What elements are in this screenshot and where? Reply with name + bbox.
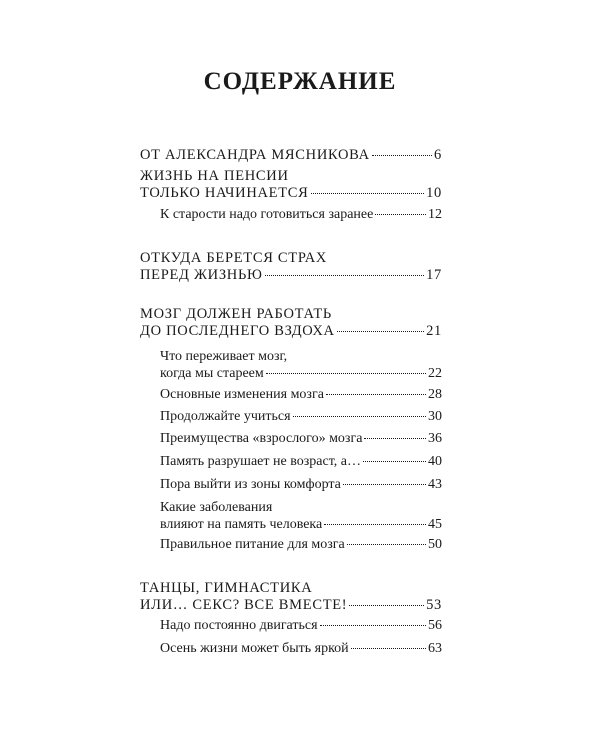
toc-subsection-prepare-for-old-age[interactable] [140, 207, 442, 224]
toc-line [140, 597, 442, 614]
toc-page-number: 12 [428, 207, 442, 222]
toc-subsection-brain-changes[interactable] [140, 387, 442, 404]
toc-line [160, 537, 442, 554]
toc-entry-title: Осень жизни может быть яркой [160, 641, 349, 656]
dot-leader [320, 625, 426, 626]
toc-line [160, 366, 442, 383]
toc-entry-title: ТОЛЬКО НАЧИНАЕТСЯ [140, 184, 309, 201]
toc-entry-title: когда мы стареем [160, 365, 264, 381]
dot-leader [324, 524, 426, 525]
dot-leader [266, 373, 426, 374]
toc-line [140, 250, 442, 267]
dot-leader [364, 438, 426, 439]
toc-chapter-from-author[interactable] [140, 147, 442, 164]
toc-entry-title: ДО ПОСЛЕДНЕГО ВЗДОХА [140, 322, 335, 339]
toc-entry-title: Память разрушает не возраст, а… [160, 454, 361, 469]
toc-subsection-memory-destroyed[interactable] [140, 454, 442, 471]
toc-page-number: 10 [426, 184, 442, 201]
toc-line [160, 454, 442, 471]
toc-chapter-life-on-pension[interactable] [140, 168, 442, 201]
toc-page-number: 28 [428, 387, 442, 402]
toc-line [140, 306, 442, 323]
toc-entry-title: Преимущества «взрослого» мозга [160, 431, 363, 446]
dot-leader [372, 155, 432, 156]
toc-chapter-fear-of-life[interactable] [140, 250, 442, 283]
toc-page-number: 21 [426, 322, 442, 339]
toc-line [140, 580, 442, 597]
toc-line [160, 387, 442, 404]
toc-entry-title: ПЕРЕД ЖИЗНЬЮ [140, 266, 263, 283]
toc-entry-title: Что переживает мозг, [160, 349, 288, 364]
toc-entry-title: Какие заболевания [160, 500, 273, 515]
toc-entry-title: Продолжайте учиться [160, 409, 291, 424]
toc-entry-title: влияют на память человека [160, 516, 323, 532]
toc-entry-title: ОТКУДА БЕРЕТСЯ СТРАХ [140, 250, 328, 266]
dot-leader [349, 605, 424, 606]
toc-page-number: 22 [428, 365, 442, 381]
toc-line [160, 431, 442, 448]
dot-leader [343, 484, 426, 485]
toc-page-number: 30 [428, 409, 442, 424]
toc-line [140, 323, 442, 340]
toc-entry-title: К старости надо готовиться заранее [160, 207, 374, 222]
toc-page-number: 53 [426, 596, 442, 613]
toc-entry-title: ЖИЗНЬ НА ПЕНСИИ [140, 168, 289, 184]
toc-entry-title: ИЛИ… СЕКС? ВСЕ ВМЕСТЕ! [140, 596, 348, 613]
toc-subsection-keep-learning[interactable] [140, 409, 442, 426]
dot-leader [337, 331, 424, 332]
dot-leader [351, 648, 426, 649]
toc-line [160, 641, 442, 658]
toc-page-number: 17 [426, 266, 442, 283]
toc-subsection-comfort-zone[interactable] [140, 477, 442, 494]
toc-page-number: 56 [428, 618, 442, 633]
dot-leader [311, 193, 425, 194]
toc-line [160, 409, 442, 426]
toc-page-number: 43 [428, 477, 442, 492]
dot-leader [347, 544, 426, 545]
toc-line [160, 618, 442, 635]
dot-leader [293, 416, 426, 417]
toc-subsection-brain-aging[interactable] [140, 349, 442, 382]
toc-entry-title: МОЗГ ДОЛЖЕН РАБОТАТЬ [140, 306, 332, 322]
toc-line [160, 349, 442, 366]
toc-line [160, 207, 442, 224]
toc-chapter-brain-must-work[interactable] [140, 306, 442, 339]
toc-page-number: 6 [434, 147, 442, 163]
toc-entry-title: Пора выйти из зоны комфорта [160, 477, 341, 492]
dot-leader [265, 275, 424, 276]
dot-leader [363, 461, 426, 462]
toc-line [140, 267, 442, 284]
toc-page-number: 40 [428, 454, 442, 469]
toc-line [140, 168, 442, 185]
page-title: СОДЕРЖАНИЕ [203, 68, 397, 95]
toc-entry-title: ОТ АЛЕКСАНДРА МЯСНИКОВА [140, 147, 370, 163]
toc-subsection-brain-nutrition[interactable] [140, 537, 442, 554]
toc-page-number: 63 [428, 641, 442, 656]
toc-entry-title: ТАНЦЫ, ГИМНАСТИКА [140, 580, 313, 596]
toc-entry-title: Основные изменения мозга [160, 387, 324, 402]
toc-line [140, 147, 442, 164]
toc-subsection-keep-moving[interactable] [140, 618, 442, 635]
toc-entry-title: Правильное питание для мозга [160, 537, 345, 552]
toc-line [160, 517, 442, 534]
toc-line [160, 477, 442, 494]
toc-page-number: 45 [428, 516, 442, 532]
toc-page-number: 50 [428, 537, 442, 552]
toc-subsection-bright-autumn[interactable] [140, 641, 442, 658]
toc-chapter-dance-gymnastics[interactable] [140, 580, 442, 613]
toc-subsection-adult-brain-advantages[interactable] [140, 431, 442, 448]
toc-entry-title: Надо постоянно двигаться [160, 618, 318, 633]
toc-line [160, 500, 442, 517]
toc-subsection-memory-diseases[interactable] [140, 500, 442, 533]
dot-leader [375, 214, 426, 215]
toc-line [140, 185, 442, 202]
dot-leader [326, 394, 426, 395]
toc-page-number: 36 [428, 431, 442, 446]
